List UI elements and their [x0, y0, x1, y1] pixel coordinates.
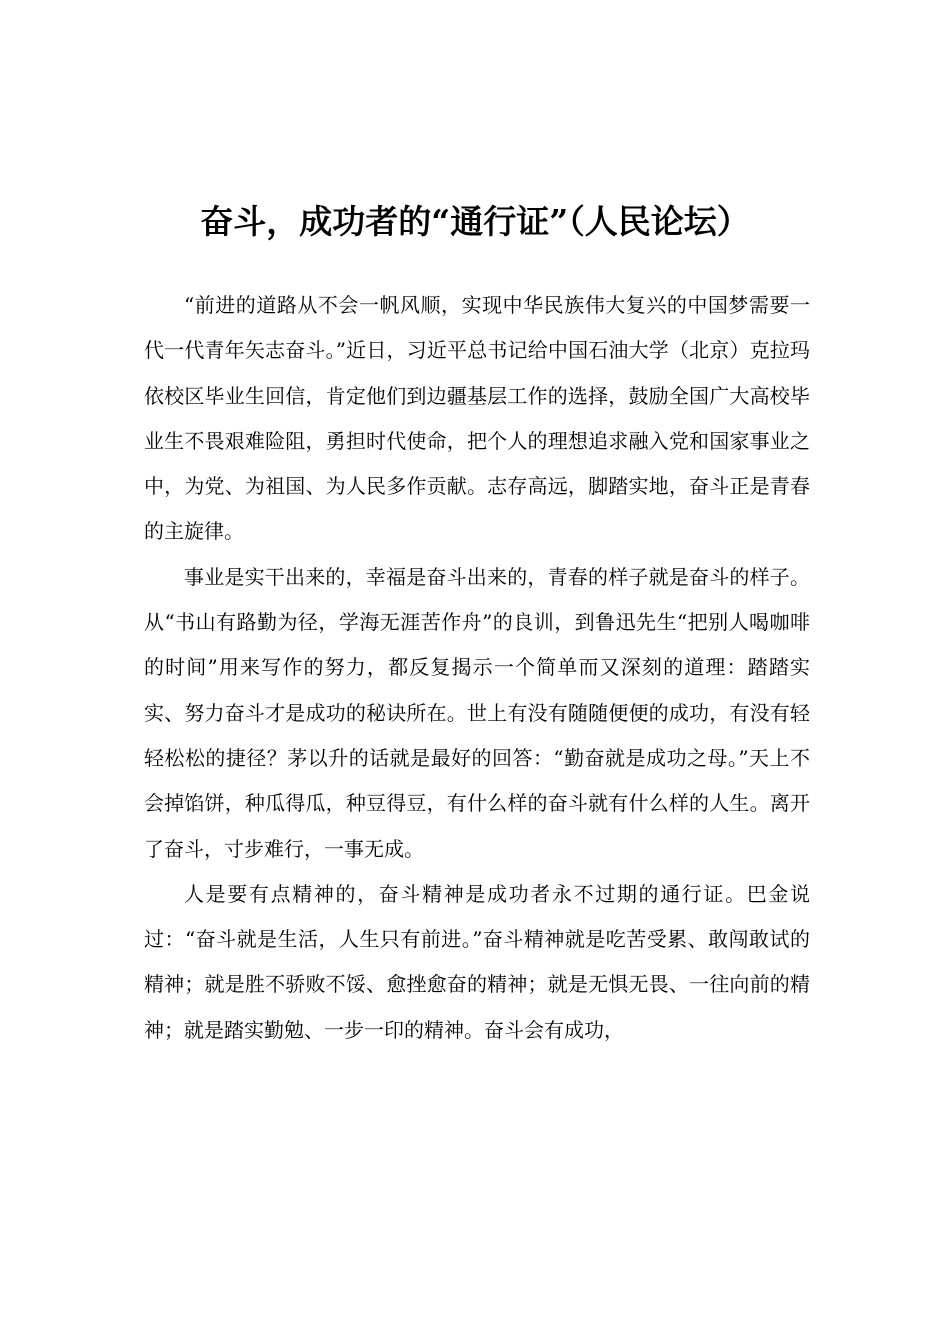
paragraph-3: 人是要有点精神的，奋斗精神是成功者永不过期的通行证。巴金说过：“奋斗就是生活，人生只有前进。”奋斗精神就是吃苦受累、敢闯敢试的精神；就是胜不骄败不馁、愈挫愈奋的精神；就是无惧无畏、一往向前的精神；就是踏实勤勉、一步一印的精神。奋斗会有成功， — [144, 881, 810, 1042]
paragraph-2: 事业是实干出来的，幸福是奋斗出来的，青春的样子就是奋斗的样子。从“书山有路勤为径，学海无涯苦作舟”的良训，到鲁迅先生“把别人喝咖啡的时间”用来写作的努力，都反复揭示一个简单而又深刻的道理：踏踏实实、努力奋斗才是成功的秘诀所在。世上有没有随随便便的成功，有没有轻轻松松的捷径？茅以升的话就是最好的回答：“勤奋就是成功之母。”天上不会掉馅饼，种瓜得瓜，种豆得豆，有什么样的奋斗就有什么样的人生。离开了奋斗，寸步难行，一事无成。 — [144, 564, 810, 861]
document-body — [144, 283, 810, 1053]
paragraph-1: “前进的道路从不会一帆风顺，实现中华民族伟大复兴的中国梦需要一代一代青年矢志奋斗。”近日，习近平总书记给中国石油大学（北京）克拉玛依校区毕业生回信，肯定他们到边疆基层工作的选择，鼓励全国广大高校毕业生不畏艰难险阻，勇担时代使命，把个人的理想追求融入党和国家事业之中，为党、为祖国、为人民多作贡献。志存高远，脚踏实地，奋斗正是青春的主旋律。 — [144, 293, 810, 544]
document-title: 奋斗，成功者的“通行证”（人民论坛） — [200, 202, 750, 241]
